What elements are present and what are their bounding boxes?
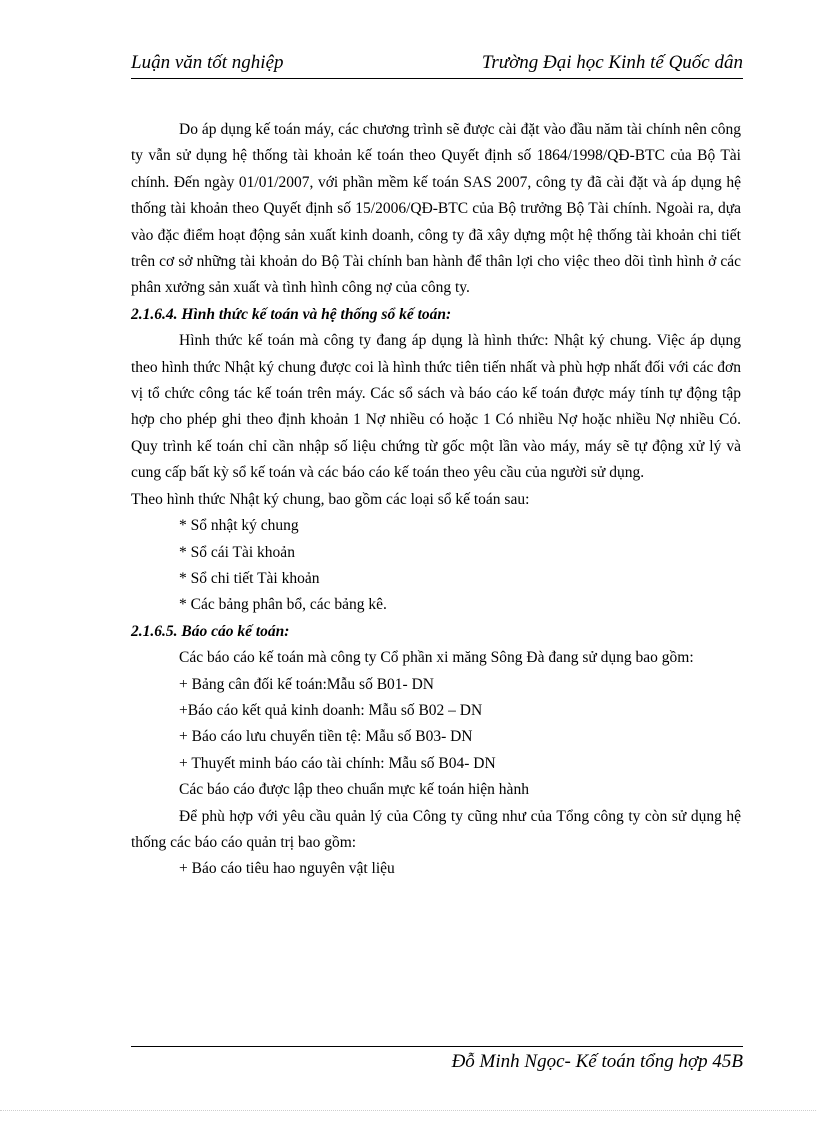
list-item: * Sổ chi tiết Tài khoản — [179, 569, 320, 587]
page-bottom-divider — [0, 1110, 816, 1111]
page-footer — [131, 1046, 743, 1074]
list-item: * Sổ nhật ký chung — [179, 517, 299, 535]
list-item: +Báo cáo kết quả kinh doanh: Mẫu số B02 – DN — [179, 701, 483, 719]
section-heading-bookkeeping-form: 2.1.6.4. Hình thức kế toán và hệ thống sổ kế toán: — [131, 305, 452, 323]
list-item: + Thuyết minh báo cáo tài chính: Mẫu số B04- DN — [179, 754, 496, 772]
footer-author: Đỗ Minh Ngọc- Kế toán tổng hợp 45B — [451, 1051, 743, 1072]
header-thesis-label: Luận văn tốt nghiệp — [131, 52, 284, 73]
list-item: * Sổ cái Tài khoản — [179, 543, 295, 561]
paragraph-account-system: Do áp dụng kế toán máy, các chương trình sẽ được cài đặt vào đầu năm tài chính nên công ty vẫn sử dụng hệ thống tài khoản kế toán theo Quyết định số 1864/1998/QĐ-BTC của Bộ Tài chính. Đến ngày 01/01/2007, với phần mềm kế toán SAS 2007, công ty đã cài đặt và áp dụng hệ thống tài khoản theo Quyết định số 15/2006/QĐ-BTC của Bộ trưởng Bộ Tài chính. Ngoài ra, dựa vào đặc điểm hoạt động sản xuất kinh doanh, công ty đã xây dựng một hệ thống tài khoản chi tiết trên cơ sở những tài khoản do Bộ Tài chính ban hành để thân lợi cho việc theo dõi tình hình ở các phân xưởng sản xuất và tình hình công nợ của công ty. — [131, 121, 741, 297]
list-item: + Báo cáo tiêu hao nguyên vật liệu — [179, 860, 395, 878]
paragraph-reports-intro: Các báo cáo kế toán mà công ty Cổ phần xi măng Sông Đà đang sử dụng bao gồm: — [179, 649, 694, 667]
section-heading-reports: 2.1.6.5. Báo cáo kế toán: — [131, 622, 290, 640]
paragraph-management-reports: Để phù hợp với yêu cầu quản lý của Công ty cũng như của Tổng công ty còn sử dụng hệ thống các báo cáo quản trị bao gồm: — [131, 807, 741, 851]
paragraph-book-types-intro: Theo hình thức Nhật ký chung, bao gồm các loại sổ kế toán sau: — [131, 490, 530, 508]
paragraph-standards: Các báo cáo được lập theo chuẩn mực kế toán hiện hành — [179, 781, 529, 799]
list-item: + Báo cáo lưu chuyển tiền tệ: Mẫu số B03- DN — [179, 728, 473, 746]
header-university: Trường Đại học Kinh tế Quốc dân — [481, 52, 743, 73]
page-content — [131, 117, 741, 883]
list-item: * Các bảng phân bổ, các bảng kê. — [179, 596, 387, 614]
paragraph-general-journal: Hình thức kế toán mà công ty đang áp dụng là hình thức: Nhật ký chung. Việc áp dụng theo hình thức Nhật ký chung được coi là hình thức tiên tiến nhất và phù hợp nhất đối với các đơn vị tổ chức công tác kế toán trên máy. Các sổ sách và báo cáo kế toán được máy tính tự động tập hợp cho phép ghi theo định khoản 1 Nợ nhiều có hoặc 1 Có nhiều Nợ hoặc nhiều Nợ nhiều Có. Quy trình kế toán chỉ cần nhập số liệu chứng từ gốc một lần vào máy, máy sẽ tự động xử lý và cung cấp bất kỳ sổ kế toán và các báo cáo kế toán theo yêu cầu của người sử dụng. — [131, 332, 741, 482]
page-header — [131, 52, 743, 79]
list-item: + Bảng cân đối kế toán:Mẫu số B01- DN — [179, 675, 434, 693]
